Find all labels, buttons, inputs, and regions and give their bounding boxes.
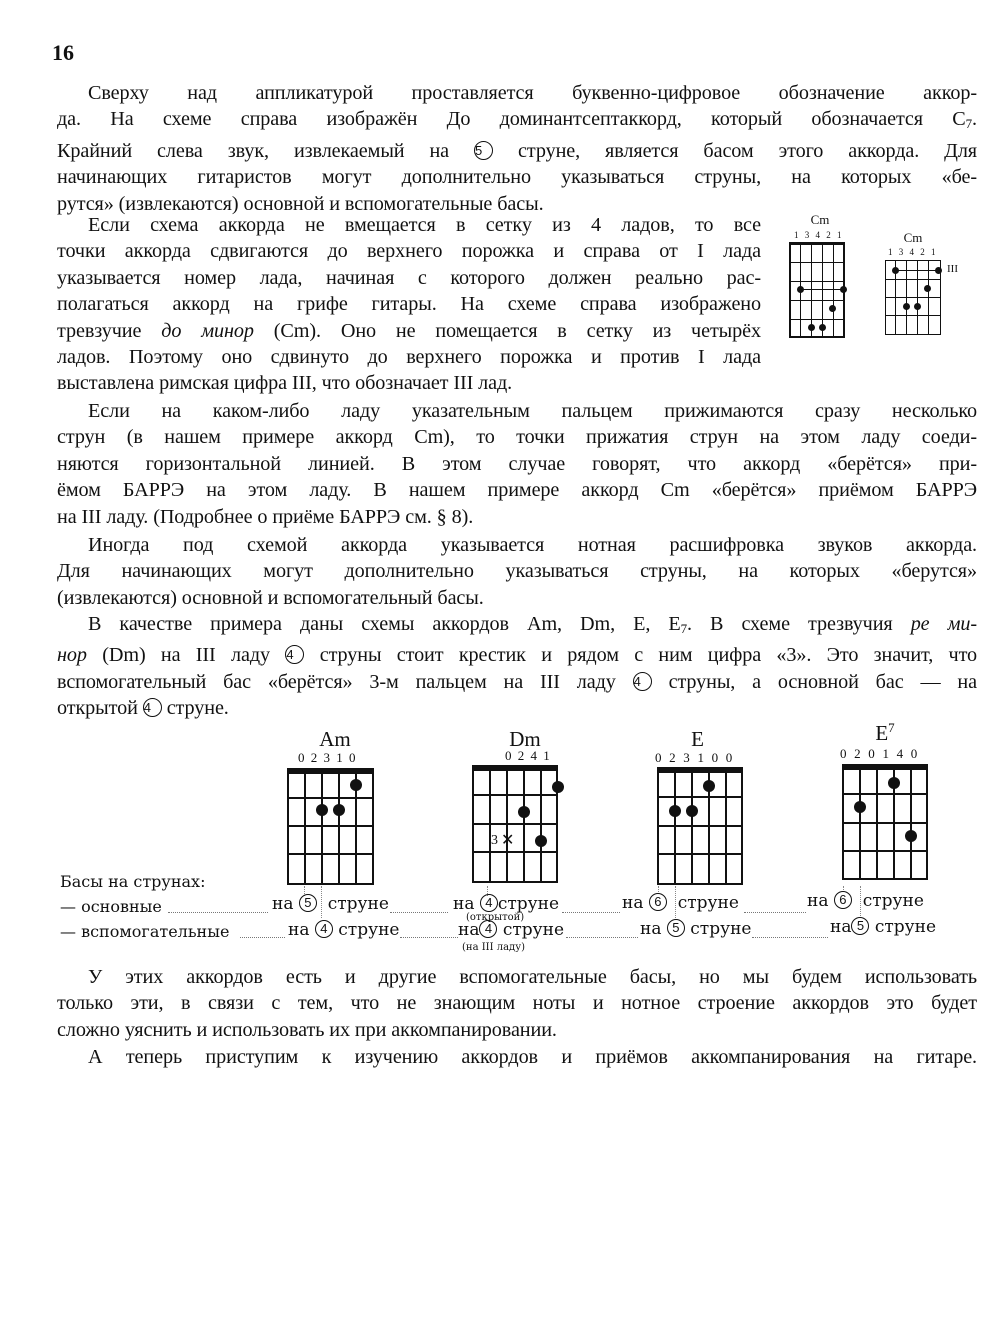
paragraph-examples: В качестве примера даны схемы аккордов Am, Dm, E, $E_7$. В схеме трезвучия ре ми- нор (Dm) на III ладу 4 струны стоит крестик и рядом с ним цифра «3». Это значит, что вспомогательный бас «берётся» 3-м пальцем на III ладу 4 струны, а основной бас — на открытой 4 струне. bbox=[57, 613, 978, 720]
string-number-icon: 5 bbox=[474, 141, 493, 160]
finger-dot bbox=[703, 780, 715, 792]
chord-diagram-e7: $E^7$ 0 2 0 1 4 0 bbox=[835, 718, 945, 885]
string-number-icon: 4 bbox=[480, 894, 498, 912]
bass-main-e: на 6 струне bbox=[622, 893, 739, 913]
string-number-icon: 5 bbox=[667, 919, 685, 937]
finger-dot bbox=[905, 830, 917, 842]
chord-diagram-e: E 0 2 3 1 0 0 bbox=[650, 725, 760, 885]
string-number-icon: 4 bbox=[315, 920, 333, 938]
finger-dot bbox=[350, 779, 362, 791]
bass-note-open: (открытой) bbox=[466, 912, 525, 923]
finger-dot bbox=[535, 835, 547, 847]
page-number: 16 bbox=[52, 40, 74, 65]
paragraph-chord-notation: Сверху над аппликатурой проставляется буквенно-цифровое обозначение аккор- да. На схеме справа изображён До доминантсептаккорд, который обозначается $C_7$. Крайний слева звук, извлекаемый на 5 струне, является басом этого аккорда. Для начинающих гитаристов могут дополнительно указываться струны, на которых «бе- рутся» (извлекаются) основной и вспомогательные басы. bbox=[57, 82, 977, 215]
bass-main-label: — основные bbox=[60, 897, 162, 916]
finger-dot bbox=[669, 805, 681, 817]
cross-icon: ✕ bbox=[501, 830, 515, 849]
string-number-icon: 5 bbox=[851, 917, 869, 935]
string-number-icon: 6 bbox=[834, 891, 852, 909]
paragraph-notation: Иногда под схемой аккорда указывается нотная расшифровка звуков аккорда. Для начинающих могут дополнительно указываться струны, на которых «берутся» (извлекаются) основной и вспомогательный басы. bbox=[57, 534, 977, 609]
finger-dot bbox=[888, 777, 900, 789]
finger-dot bbox=[924, 285, 931, 292]
bass-main-dm: на 4 струне bbox=[453, 894, 560, 914]
bass-note-fret3: (на III ладу) bbox=[462, 942, 525, 953]
finger-dot bbox=[316, 804, 328, 816]
fretboard-grid bbox=[287, 768, 374, 885]
chord-diagram-am: Am 0 2 3 1 0 bbox=[280, 725, 390, 885]
finger-dot bbox=[829, 305, 836, 312]
finger-dot bbox=[797, 286, 804, 293]
string-number-icon: 4 bbox=[143, 698, 162, 717]
finger-dot bbox=[903, 303, 910, 310]
paragraph-barre: Если на каком-либо ладу указательным пальцем прижимаются сразу несколько струн (в нашем примере аккорд Cm), то точки прижатия струн на этом ладу соеди- няются горизонтальной линией. В этом случае говорят, что аккорд «берётся» при- ёмом БАРРЭ на этом ладу. В нашем примере аккорд Cm «берётся» приёмом БАРРЭ на III ладу. (Подробнее о приёме БАРРЭ см. § 8). bbox=[57, 400, 977, 528]
bass-aux-e: на 5 струне bbox=[640, 919, 752, 939]
chord-diagram-cm-shifted: Cm 1 3 4 2 1 III bbox=[880, 230, 970, 340]
fretboard-grid bbox=[657, 767, 743, 885]
string-number-icon: 5 bbox=[299, 894, 317, 912]
finger-dot bbox=[552, 781, 564, 793]
bass-main-e7: на 6 струне bbox=[807, 891, 924, 911]
finger-dot bbox=[333, 804, 345, 816]
bass-aux-label: — вспомогательные bbox=[60, 922, 230, 941]
finger-dot bbox=[819, 324, 826, 331]
bass-main-am: на 5 струне bbox=[272, 894, 389, 914]
paragraph-other-basses: У этих аккордов есть и другие вспомогательные басы, но мы будем использовать только эти, в связи с тем, что не знающим ноты и нотное строение аккордов это будет сложно уяснить и использовать их при аккомпанировании. bbox=[57, 966, 977, 1041]
fretboard-grid bbox=[842, 764, 928, 880]
finger-number-label: 3 bbox=[491, 833, 498, 848]
chord-diagram-cm-full: Cm 1 3 4 2 1 bbox=[785, 212, 855, 342]
finger-dot bbox=[914, 303, 921, 310]
bass-aux-e7: на 5 струне bbox=[830, 917, 937, 937]
string-number-icon: 6 bbox=[649, 893, 667, 911]
finger-dot bbox=[935, 267, 942, 274]
bass-legend-title: Басы на струнах: bbox=[60, 872, 206, 891]
bass-aux-am: на 4 струне bbox=[288, 920, 400, 940]
finger-dot bbox=[854, 801, 866, 813]
paragraph-shifted-chord: Если схема аккорда не вмещается в сетку из 4 ладов, то все точки аккорда сдвигаются до верхнего порожка и справа от I лада указывается номер лада, начиная с которого должен реально рас- полагаться аккорд на грифе гитары. На схеме справа изображено тревзучие до минор (Cm). Оно не помещается в сетку из четырёх ладов. Поэтому оно сдвинуто до верхнего порожка и против I лада выставлена римская цифра III, что обозначает III лад. bbox=[57, 214, 761, 395]
fretboard-grid bbox=[789, 242, 845, 338]
finger-dot bbox=[808, 324, 815, 331]
finger-dot bbox=[892, 267, 899, 274]
paragraph-conclusion: А теперь приступим к изучению аккордов и приёмов аккомпанирования на гитаре. bbox=[88, 1046, 977, 1068]
fretboard-grid bbox=[472, 765, 558, 883]
string-number-icon: 4 bbox=[633, 672, 652, 691]
string-number-icon: 4 bbox=[479, 920, 497, 938]
fretboard-grid bbox=[885, 260, 941, 335]
fret-number-label: III bbox=[947, 263, 958, 275]
finger-dot bbox=[686, 805, 698, 817]
string-number-icon: 4 bbox=[285, 645, 304, 664]
bass-aux-dm: на 4 струне bbox=[458, 920, 565, 940]
chord-diagram-dm: Dm 0 2 4 1 3 ✕ bbox=[465, 725, 575, 885]
finger-dot bbox=[518, 806, 530, 818]
finger-dot bbox=[840, 286, 847, 293]
